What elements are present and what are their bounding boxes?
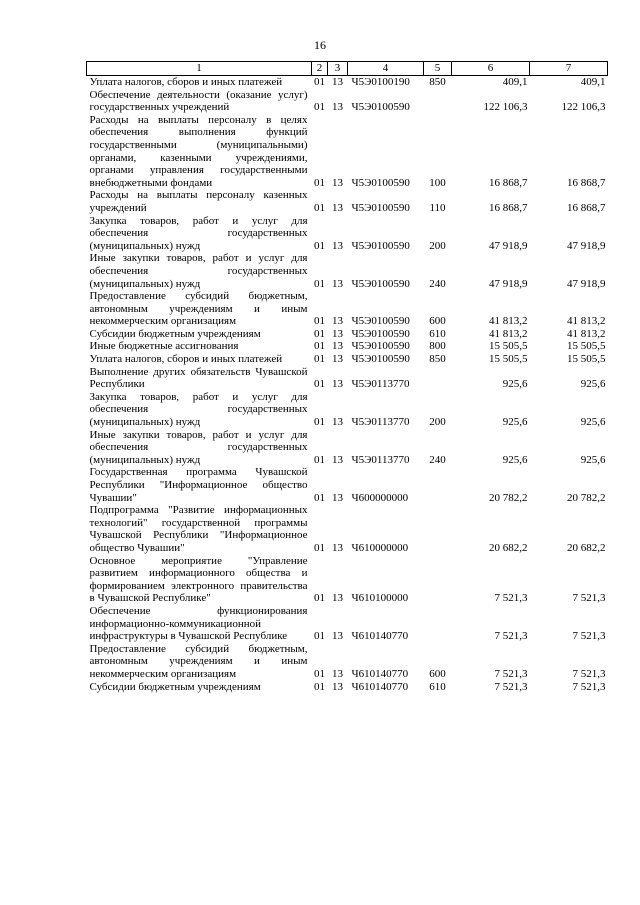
- table-row: [87, 189, 608, 214]
- row-name: Подпрограмма "Развитие информационных технологий" государственной программы Чувашской Республики "Информационное общество Чувашии": [89, 504, 308, 554]
- row-expense-type: 240: [429, 277, 446, 290]
- row-expense-type: [424, 605, 452, 643]
- row-amount-1: 7 521,3: [494, 667, 528, 680]
- row-target-article: Ч5Э0100190: [351, 76, 410, 88]
- table-row: [87, 429, 608, 467]
- row-amount-1: 20 682,2: [489, 541, 528, 554]
- row-target-article: Ч610140770: [351, 667, 409, 680]
- row-amount-2: 122 106,3: [561, 101, 606, 114]
- row-amount-2: 15 505,5: [567, 340, 606, 353]
- row-subsection: 13: [332, 416, 343, 429]
- row-name: Обеспечение деятельности (оказание услуг) государственных учреждений: [89, 88, 308, 114]
- row-section: 01: [314, 340, 325, 353]
- header-col-3: 3: [328, 62, 348, 76]
- row-name: Иные закупки товаров, работ и услуг для обеспечения государственных (муниципальных) нужд: [89, 252, 308, 290]
- row-subsection: 13: [332, 76, 343, 88]
- table-row: [87, 89, 608, 114]
- row-amount-1: 20 782,2: [489, 491, 528, 504]
- row-section: 01: [314, 630, 325, 643]
- row-subsection: 13: [332, 491, 343, 504]
- row-name: Государственная программа Чувашской Республики "Информационное общество Чувашии": [89, 466, 308, 504]
- table-row: [87, 328, 608, 341]
- row-amount-1: 15 505,5: [489, 340, 528, 353]
- row-amount-1: 16 868,7: [489, 176, 528, 189]
- table-row: [87, 366, 608, 391]
- row-name: Закупка товаров, работ и услуг для обеспечения государственных (муниципальных) нужд: [89, 390, 308, 429]
- row-subsection: 13: [332, 201, 343, 214]
- row-target-article: Ч5Э0113770: [351, 453, 410, 466]
- row-section: 01: [314, 353, 325, 366]
- header-col-7: 7: [530, 62, 608, 76]
- row-section: 01: [314, 453, 325, 466]
- row-target-article: Ч610140770: [351, 630, 409, 643]
- row-name: Иные бюджетные ассигнования: [89, 340, 239, 353]
- row-amount-2: 41 813,2: [567, 327, 606, 340]
- row-name: Предоставление субсидий бюджетным, автономным учреждениям и иным некоммерческим организациям: [89, 290, 308, 328]
- row-section: 01: [314, 667, 325, 680]
- table-row: [87, 76, 608, 89]
- row-amount-1: 925,6: [502, 378, 528, 391]
- header-col-6: 6: [452, 62, 530, 76]
- row-name: Выполнение других обязательств Чувашской Республики: [89, 365, 308, 391]
- row-amount-2: 7 521,3: [572, 592, 606, 605]
- header-col-2: 2: [312, 62, 328, 76]
- table-row: [87, 555, 608, 605]
- row-expense-type: [424, 555, 452, 605]
- row-expense-type: 600: [429, 667, 446, 680]
- row-section: 01: [314, 201, 325, 214]
- row-amount-2: 7 521,3: [572, 680, 606, 693]
- table-row: [87, 114, 608, 190]
- row-amount-2: 15 505,5: [567, 353, 606, 366]
- row-amount-1: 47 918,9: [489, 277, 528, 290]
- row-amount-1: 7 521,3: [494, 592, 528, 605]
- row-expense-type: [424, 466, 452, 504]
- table-row: [87, 252, 608, 290]
- row-section: 01: [314, 327, 325, 340]
- row-expense-type: [424, 504, 452, 554]
- row-subsection: 13: [332, 453, 343, 466]
- row-amount-1: 41 813,2: [489, 327, 528, 340]
- row-target-article: Ч610000000: [351, 541, 409, 554]
- row-section: 01: [314, 491, 325, 504]
- row-expense-type: 200: [429, 416, 446, 429]
- row-target-article: Ч5Э0100590: [351, 201, 410, 214]
- row-target-article: Ч5Э0113770: [351, 378, 410, 391]
- row-amount-1: 41 813,2: [489, 315, 528, 328]
- row-subsection: 13: [332, 277, 343, 290]
- row-target-article: Ч5Э0100590: [351, 277, 410, 290]
- row-amount-2: 16 868,7: [567, 176, 606, 189]
- row-name: Иные закупки товаров, работ и услуг для обеспечения государственных (муниципальных) нужд: [89, 428, 308, 466]
- row-expense-type: 610: [429, 680, 446, 693]
- row-name: Основное мероприятие "Управление развитием информационного общества и формированием электронного правительства в Чувашской Республике": [89, 554, 308, 605]
- row-target-article: Ч5Э0100590: [351, 176, 410, 189]
- row-amount-2: 409,1: [580, 76, 606, 88]
- budget-table: [86, 61, 608, 693]
- row-name: Уплата налогов, сборов и иных платежей: [89, 353, 283, 366]
- row-amount-1: 16 868,7: [489, 201, 528, 214]
- row-amount-1: 47 918,9: [489, 239, 528, 252]
- row-amount-2: 47 918,9: [567, 277, 606, 290]
- row-target-article: Ч600000000: [351, 491, 409, 504]
- row-target-article: Ч610140770: [351, 680, 409, 693]
- row-subsection: 13: [332, 592, 343, 605]
- row-subsection: 13: [332, 315, 343, 328]
- row-amount-2: 20 682,2: [567, 541, 606, 554]
- row-name: Субсидии бюджетным учреждениям: [89, 327, 261, 340]
- row-expense-type: 850: [429, 353, 446, 366]
- table-header: [87, 62, 608, 76]
- row-amount-1: 409,1: [502, 76, 528, 88]
- row-subsection: 13: [332, 239, 343, 252]
- table-row: [87, 504, 608, 554]
- row-target-article: Ч5Э0100590: [351, 239, 410, 252]
- row-name: Уплата налогов, сборов и иных платежей: [89, 76, 283, 88]
- row-expense-type: 200: [429, 239, 446, 252]
- row-subsection: 13: [332, 680, 343, 693]
- row-amount-2: 925,6: [580, 416, 606, 429]
- row-amount-2: 7 521,3: [572, 630, 606, 643]
- row-expense-type: [424, 89, 452, 114]
- row-name: Обеспечение функционирования информационно-коммуникационной инфраструктуры в Чувашской Республике: [89, 604, 308, 643]
- table-body: [87, 76, 608, 694]
- row-section: 01: [314, 76, 325, 88]
- table-row: [87, 643, 608, 681]
- row-subsection: 13: [332, 353, 343, 366]
- row-name: Расходы на выплаты персоналу казенных учреждений: [89, 189, 308, 214]
- row-section: 01: [314, 680, 325, 693]
- row-name: Субсидии бюджетным учреждениям: [89, 680, 261, 693]
- row-subsection: 13: [332, 340, 343, 353]
- row-target-article: Ч5Э0100590: [351, 340, 410, 353]
- row-section: 01: [314, 176, 325, 189]
- row-target-article: Ч5Э0113770: [351, 416, 410, 429]
- row-amount-2: 20 782,2: [567, 491, 606, 504]
- row-section: 01: [314, 277, 325, 290]
- table-row: [87, 681, 608, 694]
- row-amount-2: 41 813,2: [567, 315, 606, 328]
- row-amount-1: 7 521,3: [494, 680, 528, 693]
- row-subsection: 13: [332, 378, 343, 391]
- table-row: [87, 391, 608, 429]
- row-target-article: Ч610100000: [351, 592, 409, 605]
- row-section: 01: [314, 592, 325, 605]
- row-section: 01: [314, 101, 325, 114]
- row-subsection: 13: [332, 101, 343, 114]
- row-expense-type: 600: [429, 315, 446, 328]
- table-row: [87, 215, 608, 253]
- row-subsection: 13: [332, 176, 343, 189]
- row-amount-1: 15 505,5: [489, 353, 528, 366]
- row-amount-2: 47 918,9: [567, 239, 606, 252]
- row-amount-2: 16 868,7: [567, 201, 606, 214]
- row-expense-type: 240: [429, 453, 446, 466]
- row-expense-type: 850: [429, 76, 446, 88]
- row-amount-2: 7 521,3: [572, 667, 606, 680]
- row-name: Закупка товаров, работ и услуг для обеспечения государственных (муниципальных) нужд: [89, 214, 308, 252]
- row-subsection: 13: [332, 667, 343, 680]
- row-amount-1: 122 106,3: [483, 101, 528, 114]
- row-section: 01: [314, 239, 325, 252]
- row-subsection: 13: [332, 541, 343, 554]
- row-section: 01: [314, 416, 325, 429]
- row-amount-1: 925,6: [502, 416, 528, 429]
- table-row: [87, 290, 608, 328]
- row-target-article: Ч5Э0100590: [351, 353, 410, 366]
- row-target-article: Ч5Э0100590: [351, 101, 410, 114]
- row-amount-2: 925,6: [580, 453, 606, 466]
- row-section: 01: [314, 378, 325, 391]
- row-expense-type: 800: [429, 340, 446, 353]
- table-row: [87, 340, 608, 353]
- row-target-article: Ч5Э0100590: [351, 327, 410, 340]
- table-row: [87, 353, 608, 366]
- row-subsection: 13: [332, 630, 343, 643]
- row-section: 01: [314, 315, 325, 328]
- row-expense-type: [424, 366, 452, 391]
- row-expense-type: 110: [429, 201, 446, 214]
- header-col-1: 1: [87, 62, 312, 76]
- table-row: [87, 466, 608, 504]
- row-expense-type: 610: [429, 327, 446, 340]
- row-amount-1: 7 521,3: [494, 630, 528, 643]
- row-expense-type: 100: [429, 176, 446, 189]
- row-name: Предоставление субсидий бюджетным, автономным учреждениям и иным некоммерческим организациям: [89, 642, 308, 680]
- header-row: [87, 62, 608, 76]
- header-col-4: 4: [348, 62, 424, 76]
- row-name: Расходы на выплаты персоналу в целях обеспечения выполнения функций государственными (муниципальными) органами, казенными учреждениями, органами управления государственными внебюджетными фондами: [89, 113, 308, 189]
- row-amount-2: 925,6: [580, 378, 606, 391]
- row-target-article: Ч5Э0100590: [351, 315, 410, 328]
- row-amount-1: 925,6: [502, 453, 528, 466]
- row-section: 01: [314, 541, 325, 554]
- table-row: [87, 605, 608, 643]
- header-col-5: 5: [424, 62, 452, 76]
- row-subsection: 13: [332, 327, 343, 340]
- page-number: 16: [314, 38, 326, 52]
